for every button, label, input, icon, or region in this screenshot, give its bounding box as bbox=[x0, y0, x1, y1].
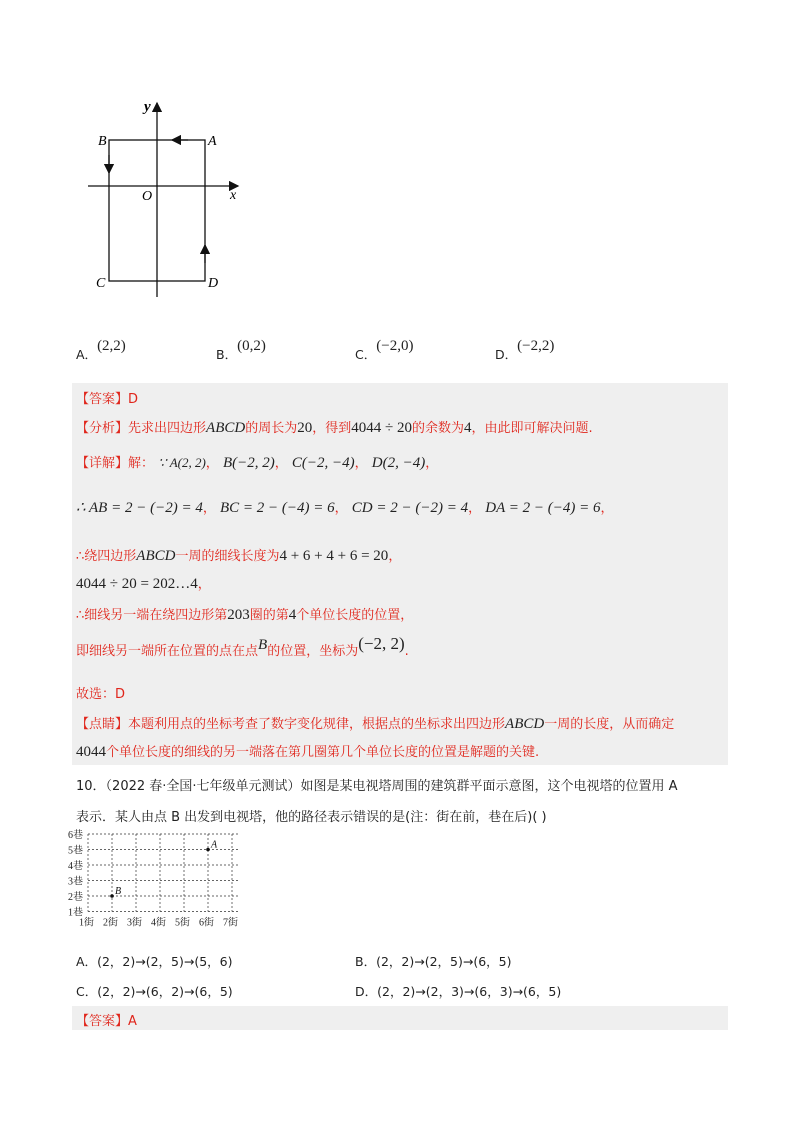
point-b-label: B bbox=[115, 886, 122, 897]
point-a-dot bbox=[206, 848, 210, 852]
q10-text-line-1: 10．（2022 春·全国·七年级单元测试）如图是某电视塔周围的建筑群平面示意图，这个电视塔的位置用 A bbox=[76, 779, 678, 794]
position-line: ∴细线另一端在绕四边形第203圈的第4个单位长度的位置， bbox=[76, 607, 414, 623]
q10-answer-block bbox=[72, 1006, 728, 1030]
q9-option-c[interactable]: C．(−2,0) bbox=[355, 338, 414, 362]
col-label: 1街 bbox=[79, 917, 94, 929]
col-label: 6街 bbox=[199, 917, 214, 929]
col-label: 2街 bbox=[103, 917, 118, 929]
q10-option-d[interactable]: D．(2，2)→(2，3)→(6，3)→(6，5) bbox=[355, 984, 562, 999]
choose-line: 故选：D bbox=[76, 687, 126, 702]
q10-option-a[interactable]: A．(2，2)→(2，5)→(5，6) bbox=[76, 954, 233, 969]
q10-option-b[interactable]: B．(2，2)→(2，5)→(6，5) bbox=[355, 954, 512, 969]
division-line: 4044 ÷ 20 = 202…4， bbox=[76, 576, 211, 592]
q9-option-d[interactable]: D．(−2,2) bbox=[495, 338, 555, 362]
col-label: 3街 bbox=[127, 917, 142, 929]
q10-text-line-2: 表示．某人由点 B 出发到电视塔，他的路径表示错误的是(注：街在前，巷在后)( ) bbox=[76, 810, 547, 825]
point-b-label: B bbox=[98, 134, 107, 149]
row-label: 4巷 bbox=[68, 861, 83, 872]
row-label: 6巷 bbox=[68, 830, 83, 841]
row-label: 3巷 bbox=[68, 876, 83, 888]
point-d-label: D bbox=[208, 276, 219, 291]
end-point-line: 即细线另一端所在位置的点在点B的位置，坐标为(−2, 2). bbox=[76, 634, 409, 659]
coordinate-figure bbox=[80, 95, 250, 305]
q9-option-a[interactable]: A．(2,2) bbox=[76, 338, 126, 362]
street-grid-figure bbox=[68, 828, 278, 938]
col-label: 4街 bbox=[151, 917, 166, 929]
q10-option-c[interactable]: C．(2，2)→(6，2)→(6，5) bbox=[76, 984, 233, 999]
point-b-dot bbox=[110, 894, 114, 898]
x-label: x bbox=[230, 188, 237, 203]
q9-option-b[interactable]: B．(0,2) bbox=[216, 338, 266, 362]
distance-line: ∴ AB = 2 − (−2) = 4， BC = 2 − (−4) = 6， CD = 2 − (−2) = 4， DA = 2 − (−4) = 6， bbox=[76, 500, 614, 516]
detail-line: 【详解】解： ∵ A(2, 2)， B(−2, 2)， C(−2, −4)， D(2, −4)， bbox=[76, 455, 439, 471]
y-label: y bbox=[144, 99, 151, 115]
point-a-label: A bbox=[208, 134, 217, 149]
row-label: 5巷 bbox=[68, 845, 83, 857]
analysis-line: 【分析】先求出四边形ABCD的周长为20，得到4044 ÷ 20的余数为4，由此即可解决问题. bbox=[76, 420, 593, 436]
col-label: 7街 bbox=[223, 917, 238, 929]
q10-answer-line: 【答案】A bbox=[76, 1014, 137, 1029]
point-a-label: A bbox=[211, 839, 218, 851]
row-label: 2巷 bbox=[68, 892, 83, 903]
perimeter-line: ∴绕四边形ABCD一周的细线长度为4 + 6 + 4 + 6 = 20， bbox=[76, 548, 402, 564]
comment-line-1: 【点睛】本题利用点的坐标考查了数字变化规律，根据点的坐标求出四边形ABCD一周的长度，从而确定 bbox=[76, 716, 675, 732]
col-label: 5街 bbox=[175, 917, 190, 929]
comment-line-2: 4044个单位长度的细线的另一端落在第几圈第几个单位长度的位置是解题的关键. bbox=[76, 744, 540, 760]
answer-line: 【答案】D bbox=[76, 392, 139, 407]
point-c-label: C bbox=[96, 276, 106, 291]
origin-label: O bbox=[142, 189, 153, 204]
row-label: 1巷 bbox=[68, 907, 83, 919]
